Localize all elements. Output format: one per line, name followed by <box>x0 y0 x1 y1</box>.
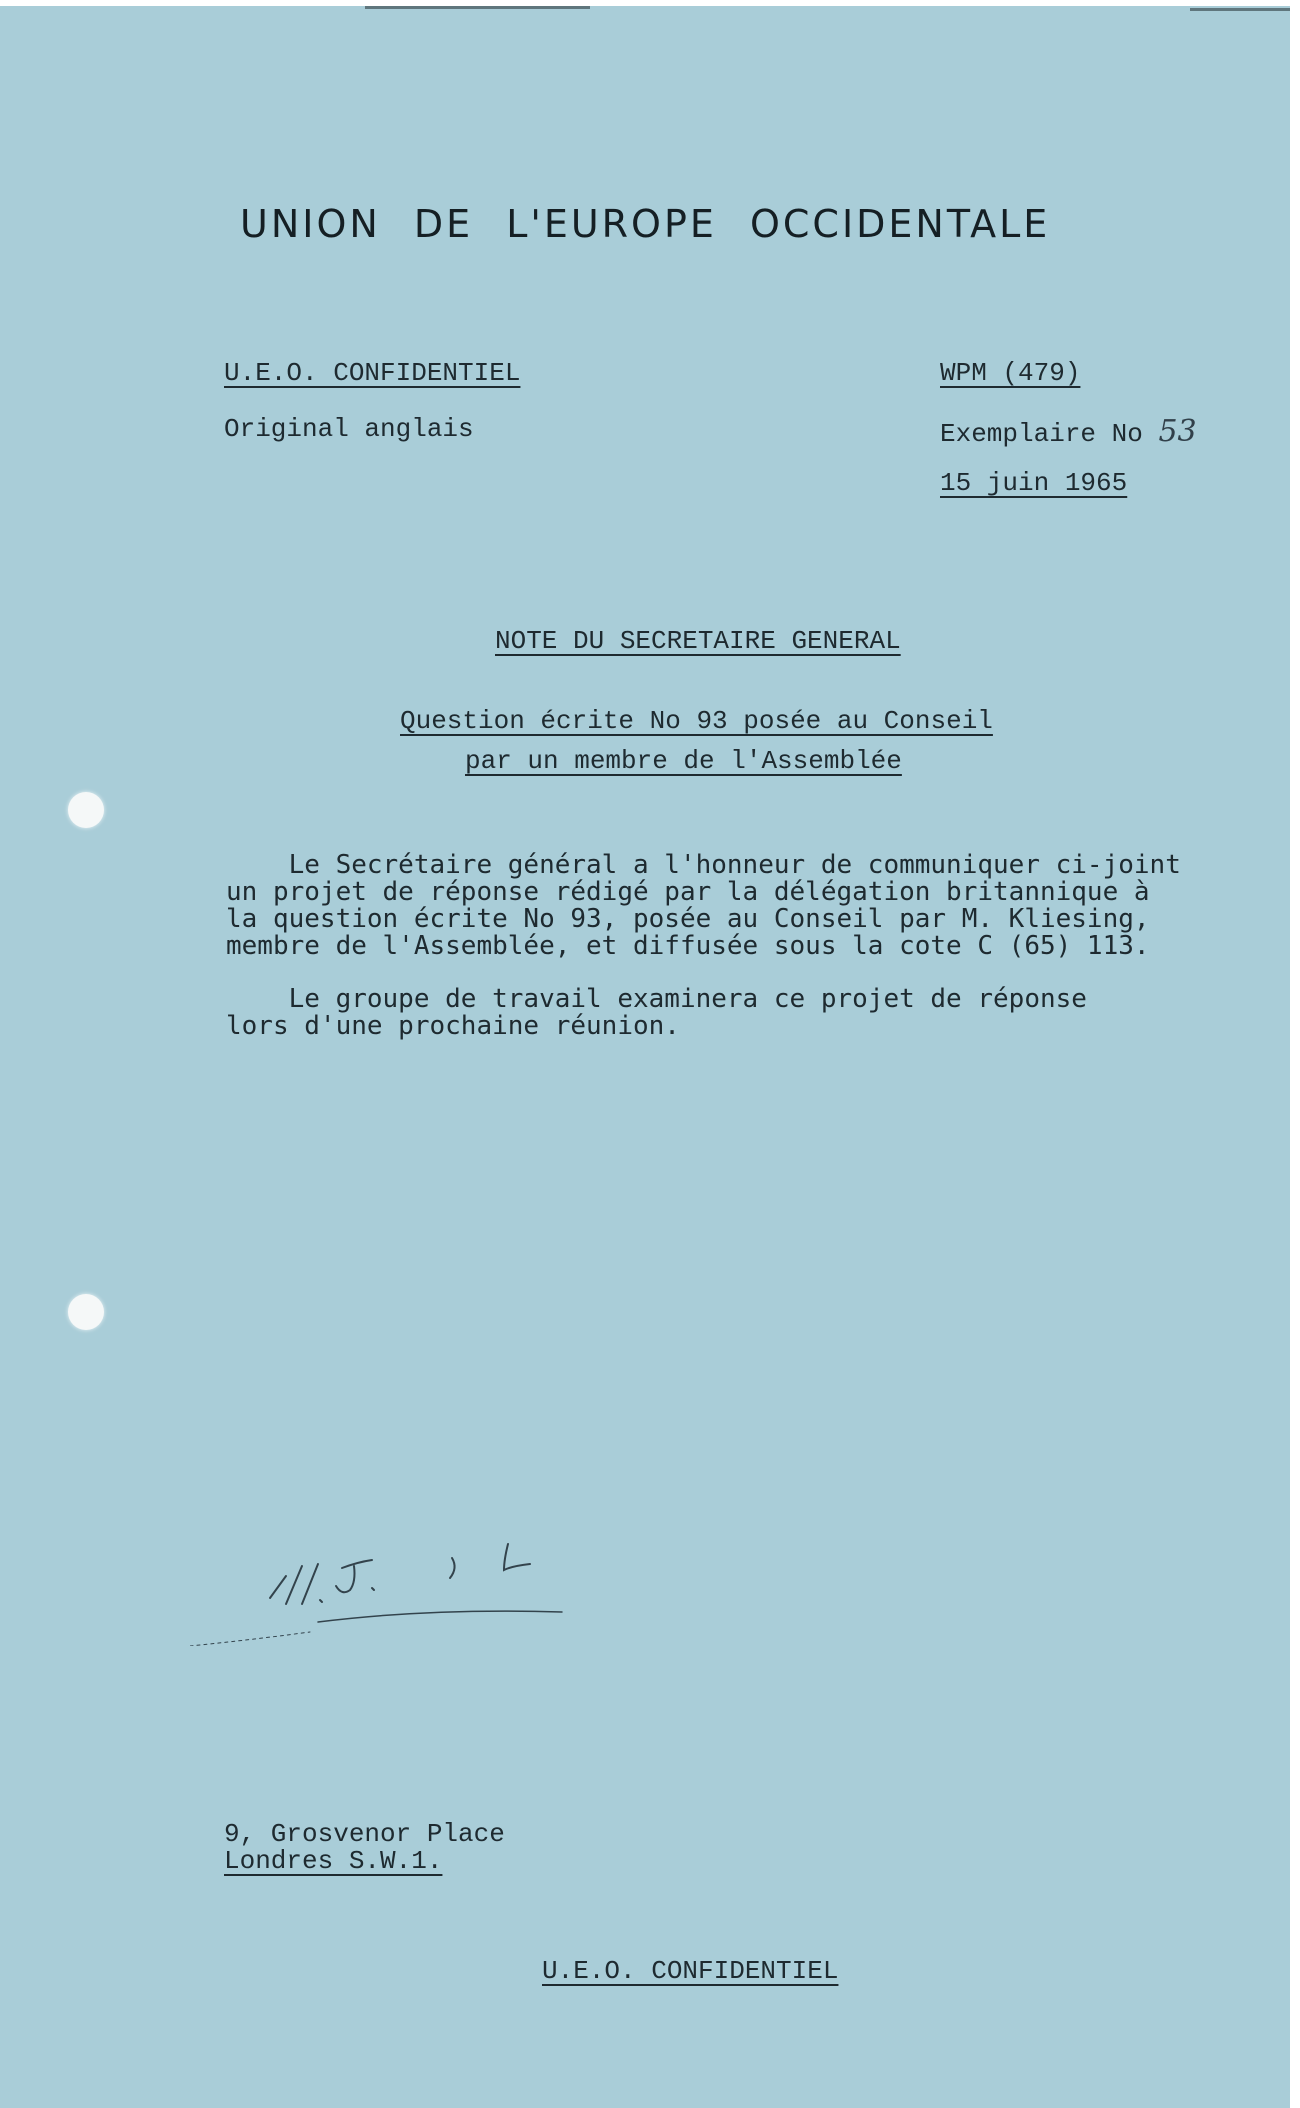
top-edge-mark <box>1190 8 1290 11</box>
address-line-2: Londres S.W.1. <box>224 1846 443 1876</box>
copy-number-line <box>940 414 1197 449</box>
copy-number: 53 <box>1158 414 1197 449</box>
subject-line-2: par un membre de l'Assemblée <box>465 746 902 776</box>
document-page <box>0 6 1290 2108</box>
classification-header: U.E.O. CONFIDENTIEL <box>224 358 521 388</box>
original-language: Original anglais <box>224 414 474 444</box>
note-heading: NOTE DU SECRETAIRE GENERAL <box>495 626 901 656</box>
punch-hole <box>68 1294 104 1330</box>
document-reference: WPM (479) <box>940 358 1081 388</box>
organization-title: UNION DE L'EUROPE OCCIDENTALE <box>240 202 1051 246</box>
body-paragraph-2: Le groupe de travail examinera ce projet de réponse lors d'une prochaine réunion. <box>226 984 1087 1041</box>
classification-footer: U.E.O. CONFIDENTIEL <box>542 1956 839 1986</box>
address-line-1: 9, Grosvenor Place <box>224 1819 505 1849</box>
body-paragraph-1: Le Secrétaire général a l'honneur de communiquer ci-joint un projet de réponse rédigé par la délégation britannique à la question écrite No 93, posée au Conseil par M. Kliesing, membre de l'Assemblée, et diffusée sous la cote C (65) 113. <box>226 850 1181 961</box>
document-date: 15 juin 1965 <box>940 468 1128 498</box>
subject-line-1: Question écrite No 93 posée au Conseil <box>400 706 993 736</box>
punch-hole <box>68 792 104 828</box>
top-edge-mark <box>365 6 590 9</box>
handwritten-initials <box>190 1516 610 1646</box>
copy-label: Exemplaire No <box>940 419 1143 449</box>
